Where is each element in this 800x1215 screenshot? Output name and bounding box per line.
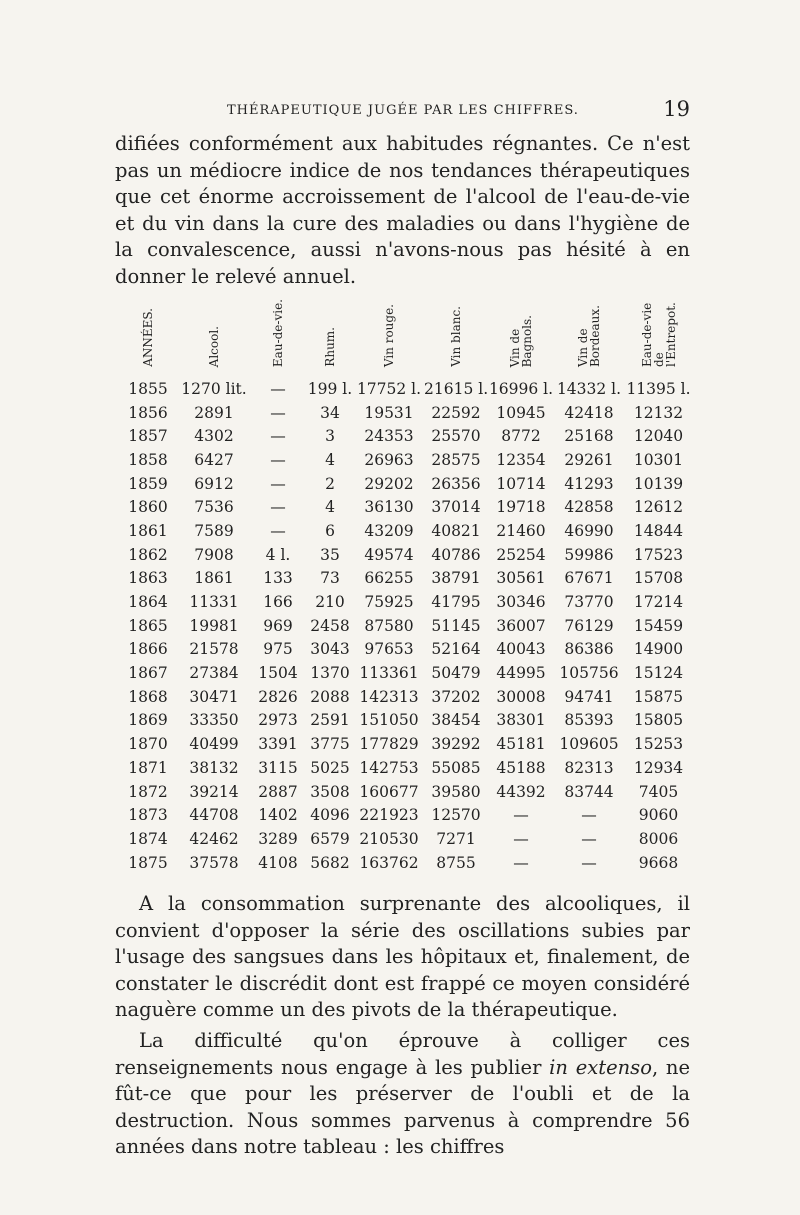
- column-header: [306, 285, 354, 371]
- value-cell: 9668: [638, 853, 679, 872]
- running-title: THÉRAPEUTIQUE JUGÉE PAR LES CHIFFRES.: [227, 103, 579, 118]
- value-cell: 94741: [564, 687, 614, 706]
- value-cell: 40786: [431, 545, 481, 564]
- table-row: [118, 827, 693, 851]
- column-header-label: Eau-de-vie de l'Entrepot.: [639, 302, 678, 367]
- running-header: [115, 97, 690, 127]
- table-row: [118, 638, 693, 662]
- value-cell: 3508: [310, 782, 350, 801]
- year-cell: 1866: [128, 640, 168, 659]
- table-row: [118, 424, 693, 448]
- value-cell: 42418: [564, 403, 614, 422]
- value-cell: 67671: [564, 569, 614, 588]
- value-cell: —: [270, 521, 286, 540]
- value-cell: 2458: [310, 616, 350, 635]
- value-cell: 11395 l.: [626, 379, 691, 398]
- value-cell: 73: [320, 569, 340, 588]
- value-cell: 2: [325, 474, 335, 493]
- value-cell: 30346: [496, 593, 546, 612]
- value-cell: 15805: [633, 711, 684, 730]
- value-cell: 66255: [364, 569, 414, 588]
- value-cell: 160677: [359, 782, 419, 801]
- value-cell: 76129: [564, 616, 614, 635]
- column-header: [554, 285, 624, 371]
- table-row: [118, 780, 693, 804]
- value-cell: 73770: [564, 593, 614, 612]
- column-header: [250, 285, 306, 371]
- year-cell: 1874: [128, 829, 168, 848]
- value-cell: 42858: [564, 498, 614, 517]
- value-cell: 39580: [431, 782, 481, 801]
- value-cell: 21578: [189, 640, 239, 659]
- value-cell: 75925: [364, 593, 414, 612]
- value-cell: 39292: [431, 735, 481, 754]
- value-cell: 15708: [633, 569, 684, 588]
- value-cell: 12040: [633, 427, 684, 446]
- year-cell: 1871: [128, 758, 168, 777]
- value-cell: 7536: [194, 498, 234, 517]
- value-cell: 9060: [638, 806, 679, 825]
- year-cell: 1862: [128, 545, 168, 564]
- year-cell: 1855: [128, 379, 168, 398]
- emphasis-in-extenso: in extenso: [549, 1055, 652, 1079]
- table-row: [118, 685, 693, 709]
- value-cell: 163762: [359, 853, 419, 872]
- value-cell: 40821: [431, 521, 481, 540]
- value-cell: 133: [263, 569, 293, 588]
- value-cell: 11331: [189, 593, 239, 612]
- value-cell: 50479: [431, 664, 481, 683]
- value-cell: 49574: [364, 545, 414, 564]
- value-cell: 29202: [364, 474, 414, 493]
- column-header: [624, 285, 693, 371]
- value-cell: 6427: [194, 450, 234, 469]
- value-cell: 85393: [564, 711, 614, 730]
- value-cell: 7589: [194, 521, 234, 540]
- table-row: [118, 709, 693, 733]
- value-cell: 25570: [431, 427, 481, 446]
- value-cell: 29261: [564, 450, 614, 469]
- year-cell: 1873: [128, 806, 168, 825]
- value-cell: 21460: [496, 521, 546, 540]
- value-cell: 38301: [496, 711, 546, 730]
- value-cell: 19981: [189, 616, 239, 635]
- column-header-label: Vin de Bordeaux.: [576, 304, 602, 367]
- value-cell: 3289: [258, 829, 298, 848]
- value-cell: 969: [263, 616, 293, 635]
- column-header: [424, 285, 488, 371]
- paragraph-leeches: A la consommation surprenante des alcooliques, il convient d'opposer la série des oscillations subies par l'usage des sangsues dans les hôpitaux et, finalement, de constater le discrédit dont est frappé ce moyen considéré naguère comme un des pivots de la thérapeutique.: [115, 892, 690, 1021]
- table-row: [118, 803, 693, 827]
- value-cell: 14332 l.: [556, 379, 622, 398]
- value-cell: 24353: [364, 427, 414, 446]
- value-cell: 1861: [194, 569, 234, 588]
- year-cell: 1870: [128, 735, 168, 754]
- value-cell: 30561: [496, 569, 546, 588]
- table-row: [118, 371, 693, 401]
- table-row: [118, 495, 693, 519]
- value-cell: 46990: [564, 521, 614, 540]
- value-cell: —: [513, 853, 529, 872]
- value-cell: 5025: [310, 758, 350, 777]
- value-cell: 30008: [496, 687, 546, 706]
- value-cell: 113361: [359, 664, 419, 683]
- year-cell: 1868: [128, 687, 168, 706]
- value-cell: —: [270, 427, 286, 446]
- value-cell: 35: [320, 545, 340, 564]
- value-cell: 2891: [194, 403, 234, 422]
- value-cell: —: [581, 806, 597, 825]
- value-cell: 27384: [189, 664, 239, 683]
- value-cell: 15253: [633, 735, 684, 754]
- table-row: [118, 472, 693, 496]
- value-cell: 7405: [638, 782, 679, 801]
- value-cell: 83744: [564, 782, 614, 801]
- value-cell: 1370: [310, 664, 350, 683]
- value-cell: 142753: [359, 758, 419, 777]
- value-cell: 15875: [633, 687, 684, 706]
- value-cell: 10139: [633, 474, 684, 493]
- value-cell: 37578: [189, 853, 239, 872]
- value-cell: 7908: [194, 545, 234, 564]
- value-cell: —: [581, 853, 597, 872]
- column-header-label: Vin rouge.: [382, 303, 396, 367]
- value-cell: 17523: [633, 545, 684, 564]
- value-cell: 2826: [258, 687, 298, 706]
- value-cell: 33350: [189, 711, 239, 730]
- value-cell: 6579: [310, 829, 350, 848]
- table-row: [118, 851, 693, 875]
- year-cell: 1867: [128, 664, 168, 683]
- value-cell: 44708: [189, 806, 239, 825]
- paragraph-intro: difiées conformément aux habitudes régnantes. Ce n'est pas un médiocre indice de nos tendances thérapeutiques que cet énorme accroissement de l'alcool de l'eau-de-vie et du vin dans la cure des maladies ou dans l'hygiène de la convalescence, aussi n'avons-nous pas hésité à en donner le relevé annuel.: [115, 132, 690, 288]
- column-header-label: Vin de Bagnols.: [508, 314, 534, 367]
- value-cell: —: [270, 498, 286, 517]
- value-cell: 3775: [310, 735, 350, 754]
- value-cell: 51145: [431, 616, 481, 635]
- value-cell: 39214: [189, 782, 239, 801]
- value-cell: 4: [325, 450, 335, 469]
- value-cell: 3391: [258, 735, 298, 754]
- value-cell: 21615 l.: [424, 379, 489, 398]
- table-row: [118, 590, 693, 614]
- value-cell: 12612: [633, 498, 684, 517]
- value-cell: 38454: [431, 711, 481, 730]
- year-cell: 1863: [128, 569, 168, 588]
- column-header-label: ANNÉES.: [141, 308, 155, 367]
- value-cell: —: [513, 806, 529, 825]
- paragraph-difficulty: [115, 1028, 690, 1161]
- value-cell: 7271: [436, 829, 476, 848]
- value-cell: 2973: [258, 711, 298, 730]
- value-cell: 10301: [633, 450, 684, 469]
- value-cell: 19531: [364, 403, 414, 422]
- value-cell: 6: [325, 521, 335, 540]
- value-cell: 4 l.: [265, 545, 291, 564]
- year-cell: 1861: [128, 521, 168, 540]
- value-cell: 105756: [559, 664, 619, 683]
- value-cell: 38132: [189, 758, 239, 777]
- paragraph-difficulty-start: La difficulté qu'on éprouve à colliger ces renseignements nous engage à les publier: [115, 1029, 690, 1079]
- value-cell: —: [270, 474, 286, 493]
- value-cell: 4108: [258, 853, 298, 872]
- value-cell: 45181: [496, 735, 546, 754]
- value-cell: 12934: [633, 758, 684, 777]
- table-row: [118, 519, 693, 543]
- value-cell: 22592: [431, 403, 481, 422]
- column-header-label: Rhum.: [323, 327, 337, 367]
- value-cell: —: [513, 829, 529, 848]
- value-cell: —: [270, 450, 286, 469]
- year-cell: 1859: [128, 474, 168, 493]
- value-cell: 177829: [359, 735, 419, 754]
- value-cell: 12570: [431, 806, 481, 825]
- value-cell: 8772: [501, 427, 541, 446]
- value-cell: 41795: [431, 593, 481, 612]
- value-cell: —: [270, 379, 286, 398]
- value-cell: 4096: [310, 806, 350, 825]
- table-row: [118, 661, 693, 685]
- value-cell: 87580: [364, 616, 414, 635]
- value-cell: 42462: [189, 829, 239, 848]
- year-cell: 1864: [128, 593, 168, 612]
- value-cell: 82313: [564, 758, 614, 777]
- value-cell: —: [270, 403, 286, 422]
- page-number: 19: [663, 97, 690, 121]
- value-cell: 26963: [364, 450, 414, 469]
- value-cell: 34: [320, 403, 340, 422]
- value-cell: 17214: [633, 593, 684, 612]
- value-cell: 44392: [496, 782, 546, 801]
- value-cell: 16996 l.: [488, 379, 554, 398]
- value-cell: —: [581, 829, 597, 848]
- value-cell: 52164: [431, 640, 481, 659]
- table-row: [118, 448, 693, 472]
- value-cell: 1402: [258, 806, 298, 825]
- consumption-table: [118, 285, 693, 874]
- value-cell: 2887: [258, 782, 298, 801]
- value-cell: 19718: [496, 498, 546, 517]
- value-cell: 151050: [359, 711, 419, 730]
- value-cell: 8006: [638, 829, 679, 848]
- value-cell: 44995: [496, 664, 546, 683]
- value-cell: 4302: [194, 427, 234, 446]
- value-cell: 1504: [258, 664, 298, 683]
- value-cell: 36130: [364, 498, 414, 517]
- value-cell: 28575: [431, 450, 481, 469]
- value-cell: 3043: [310, 640, 350, 659]
- value-cell: 109605: [559, 735, 619, 754]
- value-cell: 97653: [364, 640, 414, 659]
- value-cell: 26356: [431, 474, 481, 493]
- value-cell: 1270 lit.: [181, 379, 247, 398]
- value-cell: 25168: [564, 427, 614, 446]
- value-cell: 45188: [496, 758, 546, 777]
- value-cell: 10945: [496, 403, 546, 422]
- table-row: [118, 732, 693, 756]
- value-cell: 166: [263, 593, 293, 612]
- column-header-label: Eau-de-vie.: [271, 298, 285, 367]
- value-cell: 6912: [194, 474, 234, 493]
- value-cell: 12354: [496, 450, 546, 469]
- year-cell: 1865: [128, 616, 168, 635]
- year-cell: 1858: [128, 450, 168, 469]
- value-cell: 15459: [633, 616, 684, 635]
- value-cell: 59986: [564, 545, 614, 564]
- year-cell: 1872: [128, 782, 168, 801]
- value-cell: 12132: [633, 403, 684, 422]
- value-cell: 40499: [189, 735, 239, 754]
- paragraph-difficulty-end: , ne fût-ce que pour les préserver de l'oubli et de la destruction. Nous sommes parvenus à comprendre 56 années dans notre tableau : les chiffres: [115, 1055, 690, 1158]
- value-cell: 3: [325, 427, 335, 446]
- year-cell: 1856: [128, 403, 168, 422]
- column-header: [178, 285, 250, 371]
- table-header-row: [118, 285, 693, 371]
- value-cell: 38791: [431, 569, 481, 588]
- value-cell: 2088: [310, 687, 350, 706]
- value-cell: 210530: [359, 829, 419, 848]
- year-cell: 1875: [128, 853, 168, 872]
- value-cell: 5682: [310, 853, 350, 872]
- year-cell: 1857: [128, 427, 168, 446]
- value-cell: 14844: [633, 521, 684, 540]
- value-cell: 41293: [564, 474, 614, 493]
- value-cell: 40043: [496, 640, 546, 659]
- value-cell: 10714: [496, 474, 546, 493]
- value-cell: 86386: [564, 640, 614, 659]
- table-row: [118, 756, 693, 780]
- value-cell: 36007: [496, 616, 546, 635]
- value-cell: 37202: [431, 687, 481, 706]
- value-cell: 8755: [436, 853, 476, 872]
- column-header: [488, 285, 554, 371]
- value-cell: 221923: [359, 806, 419, 825]
- value-cell: 30471: [189, 687, 239, 706]
- table-row: [118, 567, 693, 591]
- column-header: [118, 285, 178, 371]
- year-cell: 1869: [128, 711, 168, 730]
- value-cell: 17752 l.: [356, 379, 422, 398]
- value-cell: 2591: [310, 711, 350, 730]
- value-cell: 14900: [633, 640, 684, 659]
- value-cell: 25254: [496, 545, 546, 564]
- value-cell: 37014: [431, 498, 481, 517]
- table-row: [118, 401, 693, 425]
- value-cell: 975: [263, 640, 293, 659]
- value-cell: 199 l.: [307, 379, 353, 398]
- value-cell: 142313: [359, 687, 419, 706]
- table-row: [118, 543, 693, 567]
- column-header-label: Vin blanc.: [449, 306, 463, 367]
- value-cell: 15124: [633, 664, 684, 683]
- table-row: [118, 614, 693, 638]
- column-header: [354, 285, 424, 371]
- value-cell: 210: [315, 593, 345, 612]
- year-cell: 1860: [128, 498, 168, 517]
- value-cell: 43209: [364, 521, 414, 540]
- column-header-label: Alcool.: [207, 325, 221, 367]
- value-cell: 4: [325, 498, 335, 517]
- value-cell: 3115: [258, 758, 298, 777]
- value-cell: 55085: [431, 758, 481, 777]
